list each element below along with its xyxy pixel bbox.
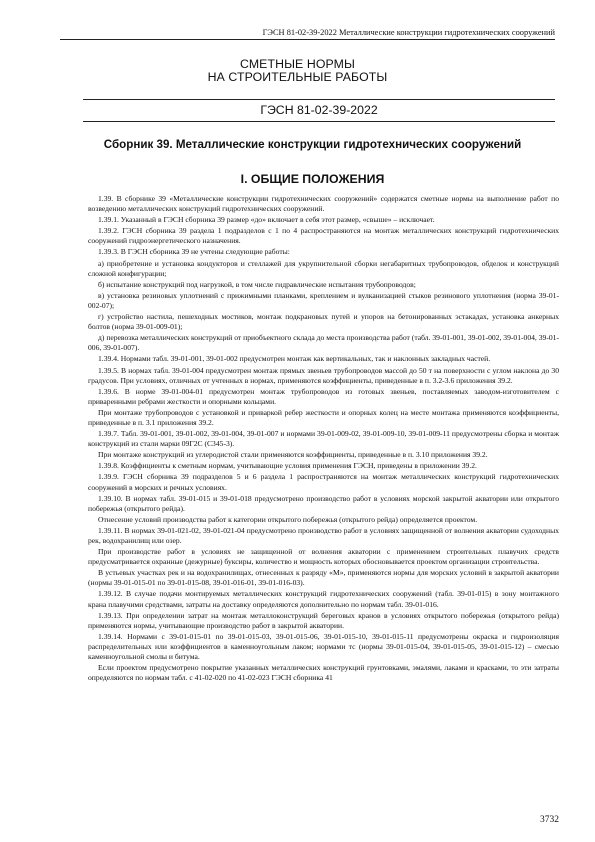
paragraph: При монтаже трубопроводов с установкой и приваркой ребер жесткости и опорных колец на месте монтажа применяются коэффициенты, приведенные в п. 3.1 приложения 39.2. [88, 407, 559, 427]
paragraph: 1.39.11. В нормах 39-01-021-02, 39-01-021-04 предусмотрено производство работ в условиях защищенной от волнения акватории судоходных рек, водохранилищ или озер. [88, 525, 559, 545]
paragraph: 1.39.6. В норме 39-01-004-01 предусмотрен монтаж трубопроводов из готовых звеньев, поставляемых заводом-изготовителем с приваренными ребрами жесткости и опорными кольцами. [88, 386, 559, 406]
paragraph: 1.39.9. ГЭСН сборника 39 подразделов 5 и 6 раздела 1 распространяются на монтаж металлических конструкций гидротехнических сооружений в морских и речных условиях. [88, 472, 559, 492]
paragraph: 1.39.1. Указанный в ГЭСН сборника 39 размер «до» включает в себя этот размер, «свыше» – исключает. [98, 215, 435, 225]
collection-title: Сборник 39. Металлические конструкции гидротехнических сооружений [103, 138, 522, 151]
paragraph: 1.39.8. Коэффициенты к сметным нормам, учитывающие условия применения ГЭСН, приведены в приложении 39.2. [98, 461, 477, 471]
paragraph: При производстве работ в условиях не защищенной от волнения акватории с применением строительных плавучих средств предусматривается охранные (дежурные) буксиры, количество и мощность которых обосновывается проектом организации строительства. [88, 547, 559, 567]
paragraph: 1.39.4. Нормами табл. 39-01-001, 39-01-002 предусмотрен монтаж как вертикальных, так и наклонных закладных частей. [98, 354, 491, 364]
section-title: I. ОБЩИЕ ПОЛОЖЕНИЯ [240, 172, 385, 186]
paragraph: а) приобретение и установка кондукторов и стеллажей для укрупнительной сборки негабаритных трубопроводов, обделок и конструкций сложной конфигурации; [88, 258, 559, 278]
paragraph: 1.39.14. Нормами с 39-01-015-01 по 39-01-015-03, 39-01-015-06, 39-01-015-10, 39-01-015-11 предусмотрены окраска и гидроизоляция распределительных или коэффициентов в каменноугольным лаком; нормами тс (нормы 39-01-015-04, 39-01-015-05, 39-01-015-12) – смесью каменноугольной смолы и битума. [88, 631, 559, 662]
paragraph: 1.39.5. В нормах табл. 39-01-004 предусмотрен монтаж прямых звеньев трубопроводов массой до 50 т на поверхности с углом наклона до 30 градусов. При условиях, отличных от учтенных в нормах, применяются коэффициенты, приведенные в п. 3.2-3.6 приложения 39.2. [88, 365, 559, 385]
paragraph: Если проектом предусмотрено покрытие указанных металлических конструкций грунтовками, эмалями, лаками и красками, то эти затраты определяются по нормам табл. с 41-02-020 по 41-02-023 ГЭСН сборника 41 [88, 663, 559, 683]
paragraph: При монтаже конструкций из углеродистой стали применяются коэффициенты, приведенные в п. 3.10 приложения 39.2. [98, 450, 488, 460]
paragraph: 1.39.3. В ГЭСН сборника 39 не учтены следующие работы: [98, 247, 290, 257]
document-code: ГЭСН 81-02-39-2022 [83, 99, 555, 122]
paragraph: Отнесение условий производства работ к категории открытого побережья (открытого рейда) определяется проектом. [98, 514, 478, 524]
paragraph: 1.39. В сборнике 39 «Металлические конструкции гидротехнических сооружений» содержатся сметные нормы на выполнение работ по возведению металлических конструкций гидротехнических сооружений. [88, 194, 559, 214]
paragraph: в) установка резиновых уплотнений с прижимными планками, креплением и вулканизацией стыков резинового уплотнения (норма 39-01-002-07); [88, 290, 559, 310]
paragraph: 1.39.13. При определении затрат на монтаж металлоконструкций береговых кранов в условиях открытого побережья (открытого рейда) применяются нормы, учитывающие производство работ в закрытой акватории. [88, 610, 559, 630]
page-number: 3732 [540, 815, 559, 825]
paragraph: г) устройство настила, пешеходных мостиков, монтаж подкрановых путей и упоров на бетонированных эстакадах, установка анкерных болтов (норма 39-01-009-01); [88, 312, 559, 332]
paragraph: 1.39.7. Табл. 39-01-001, 39-01-002, 39-01-004, 39-01-007 и нормами 39-01-009-02, 39-01-009-10, 39-01-009-11 предусмотрены сборка и монтаж конструкций из стали марки 09Г2С (С345-3). [88, 429, 559, 449]
document-title-line1: СМЕТНЫЕ НОРМЫ [239, 57, 356, 71]
paragraph: 1.39.12. В случае подачи монтируемых металлических конструкций гидротехнических сооружений (табл. 39-01-015) в зону монтажного крана плавучими средствами, затраты на доставку определяются дополнительно по нормам табл. 39-01-016. [88, 589, 559, 609]
paragraph: 1.39.10. В нормах табл. 39-01-015 и 39-01-018 предусмотрено производство работ в условиях морской закрытой акватории или открытого побережья (открытого рейда). [88, 493, 559, 513]
paragraph: б) испытание конструкций под нагрузкой, в том числе гидравлические испытания трубопроводов; [98, 279, 416, 289]
running-header: ГЭСН 81-02-39-2022 Металлические конструкции гидротехнических сооружений [60, 28, 555, 40]
paragraph: д) перевозка металлических конструкций от приобъектного склада до места производства работ (табл. 39-01-001, 39-01-002, 39-01-004, 39-01-006, 39-01-007). [88, 333, 559, 353]
paragraph: В устьевых участках рек и на водохранилищах, отнесенных к разряду «М», применяются нормы для морских условий в закрытой акватории (нормы 39-01-015-01 по 39-01-015-08, 39-01-016-01, 39-01-016-03). [88, 568, 559, 588]
body-text [88, 194, 559, 684]
document-title-line2: НА СТРОИТЕЛЬНЫЕ РАБОТЫ [207, 70, 388, 84]
paragraph: 1.39.2. ГЭСН сборника 39 раздела 1 подразделов с 1 по 4 распространяются на монтаж металлических конструкций гидротехнических сооружений гидроэнергетического назначения. [88, 226, 559, 246]
